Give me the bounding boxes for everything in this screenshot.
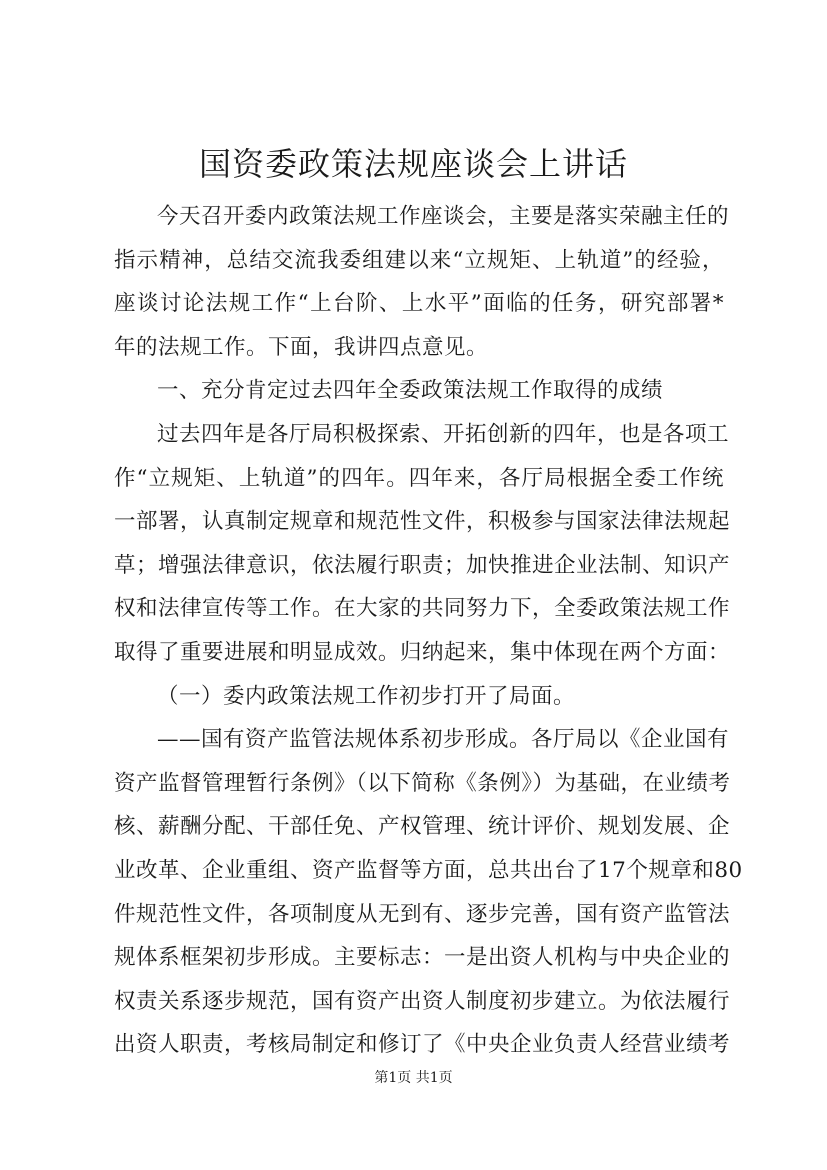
text-line: 指示精神，总结交流我委组建以来“立规矩、上轨道”的经验， [114, 247, 724, 273]
text-line: 一部署，认真制定规章和规范性文件，积极参与国家法律法规起 [114, 509, 731, 535]
text-line: 核、薪酬分配、干部任免、产权管理、统计评价、规划发展、企 [114, 814, 731, 840]
section-heading: 一、充分肯定过去四年全委政策法规工作取得的成绩 [157, 378, 664, 404]
subsection-heading: （一）委内政策法规工作初步打开了局面。 [157, 683, 576, 709]
document-body [114, 195, 743, 1067]
text-line: 资产监督管理暂行条例》（以下简称《条例》）为基础，在业绩考 [114, 770, 731, 796]
text-line: 年的法规工作。下面，我讲四点意见。 [114, 334, 489, 360]
text-line: 座谈讨论法规工作“上台阶、上水平”面临的任务，研究部署* [114, 291, 724, 317]
text-line: 过去四年是各厅局积极探索、开拓创新的四年，也是各项工 [157, 421, 730, 447]
text-line: 出资人职责，考核局制定和修订了《中央企业负责人经营业绩考 [114, 1032, 731, 1058]
text-line: 取得了重要进展和明显成效。归纳起来，集中体现在两个方面： [114, 639, 731, 665]
page-footer: 第1页 共1页 [374, 1070, 453, 1086]
text-line: 草；增强法律意识，依法履行职责；加快推进企业法制、知识产 [114, 552, 731, 578]
text-line: 业改革、企业重组、资产监督等方面，总共出台了17个规章和80 [114, 857, 743, 883]
text-line: 权责关系逐步规范，国有资产出资人制度初步建立。为依法履行 [114, 988, 731, 1014]
text-line: 件规范性文件，各项制度从无到有、逐步完善，国有资产监管法 [114, 901, 731, 927]
text-line: 规体系框架初步形成。主要标志：一是出资人机构与中央企业的 [114, 945, 731, 971]
text-line: ——国有资产监管法规体系初步形成。各厅局以《企业国有 [157, 727, 730, 753]
document-title: 国资委政策法规座谈会上讲话 [198, 145, 628, 183]
text-line: 权和法律宣传等工作。在大家的共同努力下，全委政策法规工作 [114, 596, 731, 622]
text-line: 作“立规矩、上轨道”的四年。四年来，各厅局根据全委工作统 [114, 465, 724, 491]
text-line: 今天召开委内政策法规工作座谈会，主要是落实荣融主任的 [157, 204, 730, 229]
